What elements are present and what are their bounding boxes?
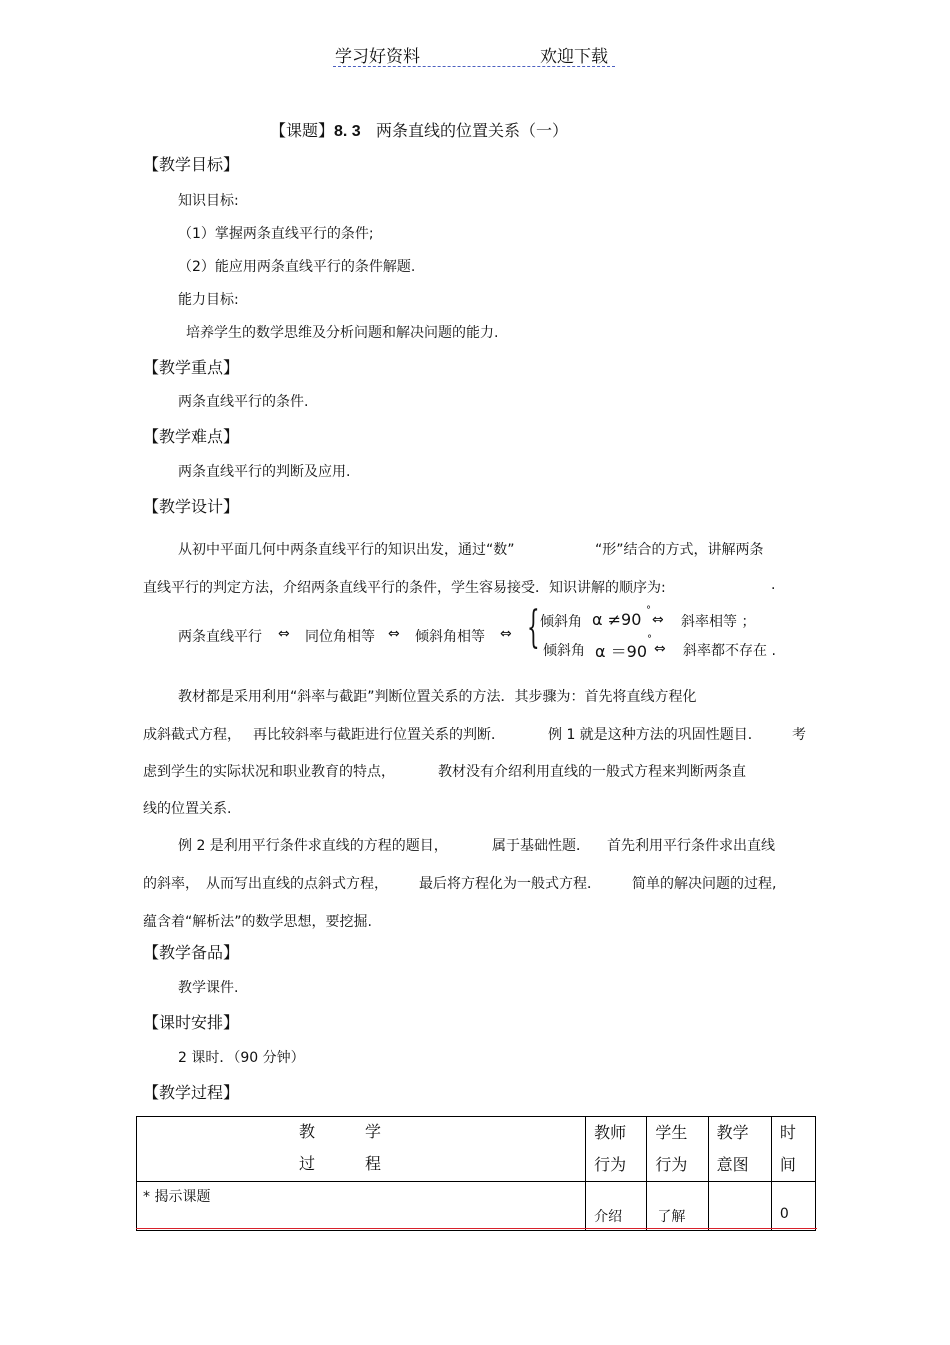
formula-row2-arrow: ⇔ <box>654 641 666 657</box>
design-p3-line2-d: 简单的解决问题的过程, <box>632 876 777 892</box>
formula-corresponding-angles: 同位角相等 <box>305 629 375 645</box>
row1-intent <box>708 1182 771 1231</box>
section-process: 【教学过程】 <box>143 1083 240 1102</box>
section-schedule: 【课时安排】 <box>143 1013 240 1032</box>
design-p2-line2-b: 再比较斜率与截距进行位置关系的判断． <box>253 727 505 743</box>
header-teacher-l2: 行为 <box>594 1155 627 1174</box>
row1-teacher: 介绍 <box>586 1182 647 1231</box>
table-bottom-edge <box>136 1228 817 1229</box>
formula-row2-cond: α ＝90 <box>595 642 647 661</box>
design-p1-b: “形”结合的方式，讲解两条 <box>595 542 764 558</box>
design-p3-line1-a: 例 2 是利用平行条件求直线的方程的题目， <box>178 838 448 854</box>
formula-arrow-2: ⇔ <box>388 626 400 642</box>
design-p2-line2-c: 例 1 就是这种方法的巩固性题目． <box>548 727 762 743</box>
design-p2-line3-a: 虑到学生的实际状况和职业教育的特点， <box>143 764 395 780</box>
design-p3-line2-a: 的斜率， <box>143 876 199 892</box>
header-time-l1: 时 <box>779 1123 796 1142</box>
section-design: 【教学设计】 <box>143 497 240 516</box>
process-table <box>136 1116 816 1231</box>
row1-student: 了解 <box>647 1182 708 1231</box>
formula-arrow-3: ⇔ <box>500 626 512 642</box>
formula-row2-degree: ° <box>647 634 652 645</box>
formula-inclination-equal: 倾斜角相等 <box>415 629 485 645</box>
design-p3-line1-b: 属于基础性题． <box>492 838 590 854</box>
header-process-char-3: 过 <box>299 1154 316 1173</box>
design-p2-line1: 教材都是采用利用“斜率与截距”判断位置关系的方法．其步骤为：首先将直线方程化 <box>178 689 697 705</box>
formula-parallel: 两条直线平行 <box>178 629 262 645</box>
header-student <box>647 1117 708 1182</box>
formula-row1-degree: ° <box>646 605 651 616</box>
header-teacher-l1: 教师 <box>594 1123 627 1142</box>
formula-row1-cond: α ≠90 <box>592 610 642 629</box>
design-p3-line2-c: 最后将方程化为一般式方程． <box>419 876 601 892</box>
section-goals: 【教学目标】 <box>143 155 240 174</box>
header-student-l1: 学生 <box>655 1123 688 1142</box>
materials-text: 教学课件. <box>178 980 239 996</box>
knowledge-label: 知识目标: <box>178 193 239 209</box>
row1-time: 0 <box>771 1182 815 1231</box>
design-p2-line2-a: 成斜截式方程， <box>143 727 241 743</box>
design-p3-line3: 蕴含着“解析法”的数学思想，要挖掘. <box>143 914 372 930</box>
knowledge-item-1: （1）掌握两条直线平行的条件; <box>178 226 374 242</box>
header-intent-l2: 意图 <box>716 1155 749 1174</box>
title-bracket: 【课题】 <box>270 121 335 140</box>
title-text: 两条直线的位置关系（一） <box>375 121 568 140</box>
header-teacher <box>586 1117 647 1182</box>
difficult-text: 两条直线平行的判断及应用. <box>178 464 351 480</box>
table-header-row <box>137 1117 816 1182</box>
header-intent <box>708 1117 771 1182</box>
knowledge-item-2: （2）能应用两条直线平行的条件解题. <box>178 259 416 275</box>
header-time <box>771 1117 815 1182</box>
header-process-char-2: 学 <box>365 1122 382 1141</box>
formula-row2-result: 斜率都不存在 . <box>683 643 776 659</box>
header-intent-l1: 教学 <box>716 1123 749 1142</box>
formula-row1-label: 倾斜角 <box>540 614 582 630</box>
formula-row2-label: 倾斜角 <box>543 643 585 659</box>
table-row <box>137 1182 816 1231</box>
design-p3-line2-b: 从而写出直线的点斜式方程， <box>206 876 388 892</box>
design-p1-dot: . <box>771 577 776 593</box>
header-process <box>137 1117 586 1182</box>
key-text: 两条直线平行的条件. <box>178 394 309 410</box>
design-p3-line1-c: 首先利用平行条件求出直线 <box>607 838 775 854</box>
formula-brace: { <box>527 602 540 653</box>
lesson-title <box>270 118 568 141</box>
title-number: 8. 3 <box>334 123 361 140</box>
header-student-l2: 行为 <box>655 1155 688 1174</box>
ability-label: 能力目标: <box>178 292 239 308</box>
design-p1-c: 直线平行的判定方法，介绍两条直线平行的条件，学生容易接受．知识讲解的顺序为: <box>143 580 666 596</box>
header-process-char-1: 教 <box>299 1122 316 1141</box>
formula-arrow-1: ⇔ <box>278 626 290 642</box>
header-right-text: 欢迎下载 <box>540 47 608 67</box>
section-key: 【教学重点】 <box>143 358 240 377</box>
section-materials: 【教学备品】 <box>143 943 240 962</box>
design-p2-line4: 线的位置关系. <box>143 801 232 817</box>
header-time-l2: 间 <box>779 1155 796 1174</box>
formula-row1-arrow: ⇔ <box>652 612 664 628</box>
schedule-text: 2 课时．（90 分钟） <box>178 1050 305 1066</box>
header-process-char-4: 程 <box>365 1154 382 1173</box>
row1-process: * 揭示课题 <box>137 1182 586 1231</box>
page-header <box>333 40 615 67</box>
formula-row1-result: 斜率相等 ； <box>681 614 756 630</box>
header-left-text: 学习好资料 <box>335 47 420 67</box>
design-p2-line2-d: 考 <box>792 727 806 743</box>
ability-item-1: 培养学生的数学思维及分析问题和解决问题的能力. <box>186 325 499 341</box>
section-difficult: 【教学难点】 <box>143 427 240 446</box>
design-p1-a: 从初中平面几何中两条直线平行的知识出发，通过“数” <box>178 542 515 558</box>
design-p2-line3-b: 教材没有介绍利用直线的一般式方程来判断两条直 <box>438 764 746 780</box>
